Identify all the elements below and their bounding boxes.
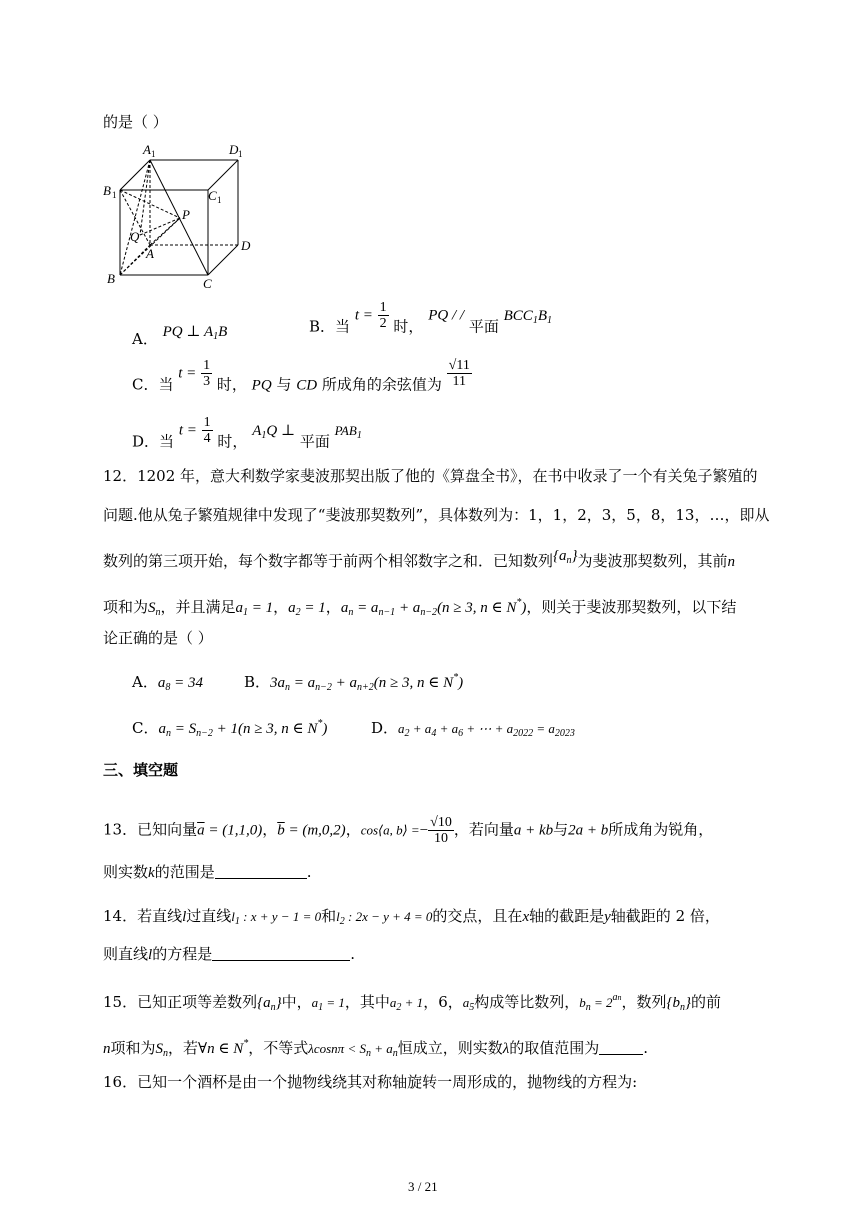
- cube-figure: [100, 140, 260, 295]
- label-P: P: [182, 207, 190, 222]
- q11-intro: 的是（ ）: [103, 113, 168, 131]
- q12-option-d: D．$a_2 + a_4 + a_6$ + ⋯ + $a_{2022} = a_{2023}$: [371, 719, 575, 739]
- edge-A1Q: [140, 160, 150, 235]
- edge-B1P: [120, 190, 180, 218]
- q13-line2: 则实数k的范围是 .: [103, 863, 312, 881]
- q12-line4: 项和为$S_n$，并且满足$a_1 = 1$，$a_2 = 1$，$a_n = a_{n-1} + a_{n-2}(n \ge 3$, n ∈ N*)，则关于斐波那契数列，以下结: [103, 597, 737, 618]
- edge-QP: [140, 218, 180, 235]
- label-Q: Q: [130, 229, 140, 244]
- q12-line3: 数列的第三项开始，每个数字都等于前两个相邻数字之和．已知数列$\{a_n\}$为斐波那契数列，其前n: [103, 548, 736, 570]
- edge-CD: [208, 245, 238, 275]
- q11-option-c: C．当 t = $\frac{1}{3}$ 时， PQ 与 CD 所成角的余弦值为 $\frac{√11}{11}$: [132, 358, 470, 394]
- label-A: A: [146, 246, 154, 261]
- label-C1-sub: 1: [217, 195, 222, 205]
- q14-line1: 14．若直线l过直线$l_1$ : x + y − 1 = 0和$l_2$ : 2x − y + 4 = 0的交点，且在x轴的截距是y轴截距的 2 倍，: [103, 907, 720, 927]
- edge-C1D1: [208, 160, 238, 190]
- section-heading: 三、填空题: [103, 761, 179, 779]
- q15-line1: 15．已知正项等差数列$\{a_n\}$中，$a_1 = 1$，其中$a_2 + 1$，6，$a_5$构成等比数列，$b_n = 2^{an}$，数列$\{b_n\}$的前: [103, 992, 722, 1013]
- q11-option-d: D．当 t = $\frac{1}{4}$ 时， $A_1Q$ ⊥ 平面 $PAB_1$: [132, 415, 362, 451]
- q11-option-a: A． PQ ⊥ $A_1B$: [132, 324, 228, 348]
- label-B: B: [107, 271, 115, 286]
- q12-option-a: A．$a_8 = 34$: [132, 673, 203, 693]
- label-C1: C: [208, 188, 217, 203]
- label-A1: A: [143, 142, 151, 157]
- q12-option-b: B．$3a_n = a_{n-2} + a_{n+2}(n \ge 3$, n ∈ N*): [244, 672, 464, 693]
- label-D: D: [241, 238, 251, 253]
- q16-line1: 16．已知一个酒杯是由一个抛物线绕其对称轴旋转一周形成的，抛物线的方程为:: [103, 1073, 638, 1091]
- q12-option-c: C．$a_n = S_{n-2} + 1(n \ge 3$, n ∈ N*): [132, 718, 328, 739]
- edge-B1A1: [120, 160, 150, 190]
- q12-line5: 论正确的是（ ）: [103, 629, 213, 647]
- q13-answer-blank[interactable]: [215, 864, 307, 879]
- q13-line1: 13．已知向量$\overline{a} = (1,1,0)$，$\overline{b} = (m,0,2)$，cos⟨a, b⟩ =− $\frac{√10}{10}$ ，若向量a + kb与2a + b所成角为锐角，: [103, 815, 714, 846]
- label-B1: B: [103, 183, 111, 198]
- q14-answer-blank[interactable]: [212, 946, 350, 961]
- label-A1-sub: 1: [151, 149, 156, 159]
- label-B1-sub: 1: [112, 190, 117, 200]
- page-number: 3 / 21: [408, 1179, 438, 1194]
- q15-answer-blank[interactable]: [599, 1040, 643, 1055]
- q15-line2: n项和为$S_n$，若∀n ∈ N*，不等式$\lambda\cos n\pi < S_n + a_n$恒成立，则实数λ的取值范围为 .: [103, 1038, 649, 1059]
- q11-option-b: B．当 t = $\frac{1}{2}$ 时， PQ / / 平面 $BCC_1B_1$: [309, 300, 552, 336]
- q14-line2: 则直线l的方程是 .: [103, 945, 355, 963]
- label-D1-sub: 1: [238, 149, 243, 159]
- label-C: C: [203, 276, 212, 291]
- label-D1: D: [229, 142, 239, 157]
- q12-line2: 问题.他从兔子繁殖规律中发现了“斐波那契数列”，具体数列为：1，1，2，3，5，8，13，…，即从: [103, 506, 770, 524]
- q12-line1: 12．1202 年，意大利数学家斐波那契出版了他的《算盘全书》，在书中收录了一个有关兔子繁殖的: [103, 467, 758, 485]
